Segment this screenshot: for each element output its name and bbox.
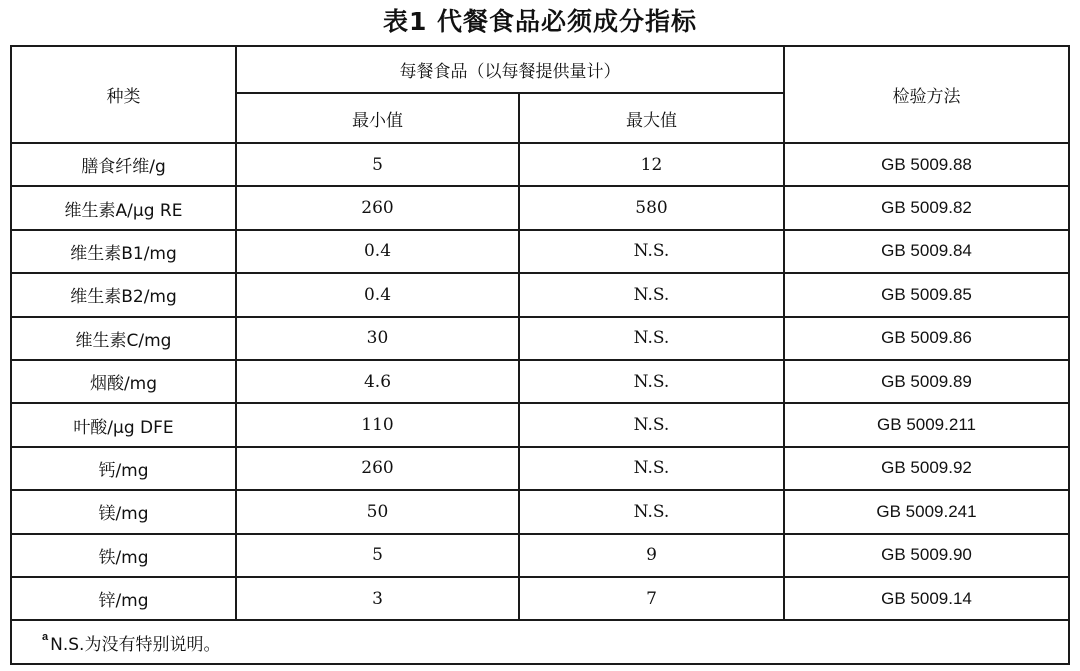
table-row (11, 186, 1069, 229)
header-min: 最小值 (236, 93, 519, 143)
table-row (11, 230, 1069, 273)
cell-kind: 维生素C/mg (11, 317, 236, 360)
header-kind: 种类 (11, 46, 236, 143)
cell-min: 30 (236, 317, 519, 360)
cell-method: GB 5009.90 (784, 534, 1069, 577)
table-row (11, 360, 1069, 403)
cell-method: GB 5009.82 (784, 186, 1069, 229)
cell-method: GB 5009.241 (784, 490, 1069, 533)
cell-min: 0.4 (236, 273, 519, 316)
table-footnote-row (11, 620, 1069, 664)
cell-max: 9 (519, 534, 784, 577)
header-max: 最大值 (519, 93, 784, 143)
cell-method: GB 5009.89 (784, 360, 1069, 403)
table-row (11, 534, 1069, 577)
cell-kind: 叶酸/μg DFE (11, 403, 236, 446)
table-title: 表1 代餐食品必须成分指标 (382, 7, 698, 36)
cell-method: GB 5009.84 (784, 230, 1069, 273)
cell-min: 0.4 (236, 230, 519, 273)
cell-max: 12 (519, 143, 784, 186)
footnote-marker: a (42, 631, 49, 644)
cell-kind: 锌/mg (11, 577, 236, 620)
header-per-meal-group: 每餐食品（以每餐提供量计） (236, 46, 784, 93)
cell-min: 110 (236, 403, 519, 446)
cell-min: 4.6 (236, 360, 519, 403)
nutrient-spec-table (10, 45, 1070, 665)
table-row (11, 273, 1069, 316)
cell-min: 5 (236, 534, 519, 577)
table-row (11, 490, 1069, 533)
cell-method: GB 5009.88 (784, 143, 1069, 186)
cell-max: N.S. (519, 447, 784, 490)
table-footnote (11, 620, 1069, 664)
cell-min: 3 (236, 577, 519, 620)
cell-max: 580 (519, 186, 784, 229)
cell-min: 5 (236, 143, 519, 186)
cell-kind: 烟酸/mg (11, 360, 236, 403)
cell-method: GB 5009.92 (784, 447, 1069, 490)
cell-max: N.S. (519, 403, 784, 446)
cell-max: N.S. (519, 273, 784, 316)
cell-kind: 膳食纤维/g (11, 143, 236, 186)
cell-max: N.S. (519, 317, 784, 360)
cell-kind: 钙/mg (11, 447, 236, 490)
table-row (11, 403, 1069, 446)
cell-kind: 铁/mg (11, 534, 236, 577)
cell-kind: 维生素B1/mg (11, 230, 236, 273)
table-row (11, 317, 1069, 360)
cell-max: N.S. (519, 360, 784, 403)
table-row (11, 577, 1069, 620)
cell-method: GB 5009.85 (784, 273, 1069, 316)
cell-kind: 维生素A/μg RE (11, 186, 236, 229)
cell-min: 260 (236, 447, 519, 490)
header-test-method: 检验方法 (784, 46, 1069, 143)
cell-method: GB 5009.211 (784, 403, 1069, 446)
cell-max: N.S. (519, 230, 784, 273)
cell-min: 50 (236, 490, 519, 533)
cell-kind: 维生素B2/mg (11, 273, 236, 316)
cell-kind: 镁/mg (11, 490, 236, 533)
cell-max: N.S. (519, 490, 784, 533)
table-row (11, 143, 1069, 186)
cell-max: 7 (519, 577, 784, 620)
cell-min: 260 (236, 186, 519, 229)
footnote-text: N.S.为没有特别说明。 (50, 634, 221, 655)
table-row (11, 447, 1069, 490)
cell-method: GB 5009.86 (784, 317, 1069, 360)
table-body (11, 143, 1069, 664)
cell-method: GB 5009.14 (784, 577, 1069, 620)
